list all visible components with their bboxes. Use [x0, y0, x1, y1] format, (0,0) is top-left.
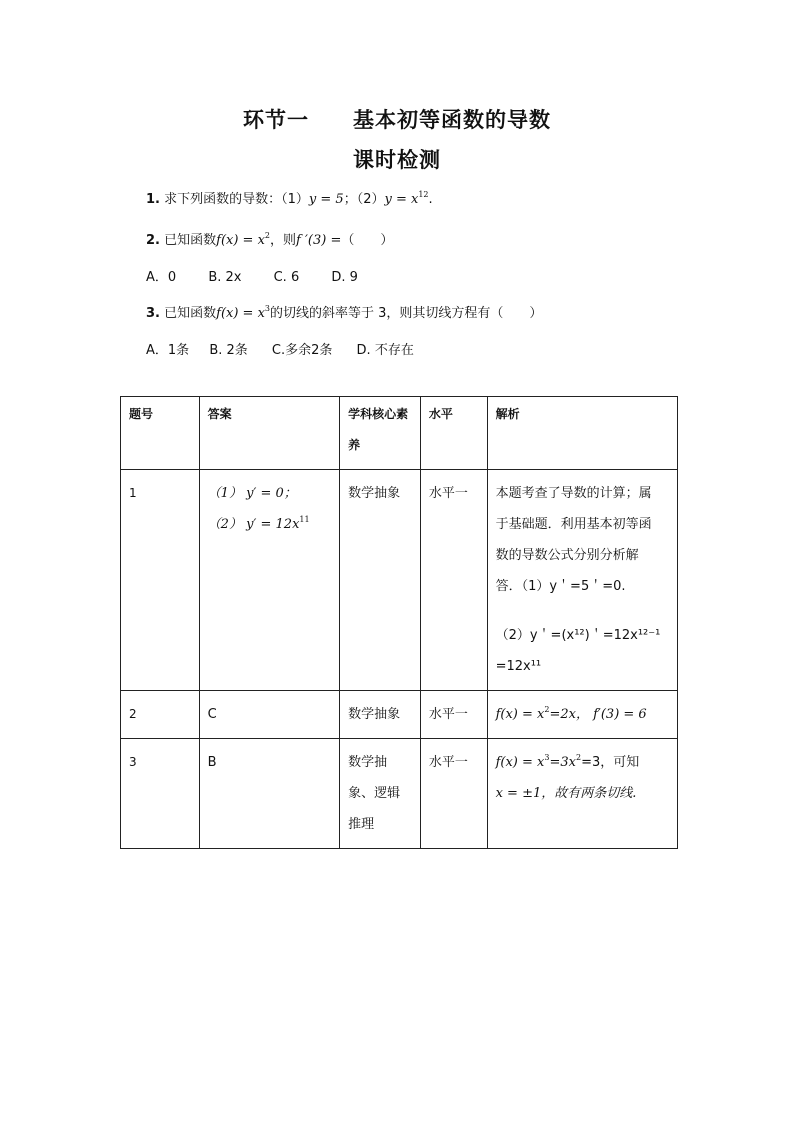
- header-analysis: 解析: [487, 397, 677, 470]
- question-2: [146, 231, 393, 251]
- exponent: 3: [264, 304, 271, 313]
- row-number: 3: [121, 739, 200, 849]
- row-analysis: [487, 739, 677, 849]
- analysis-line: =12x¹¹: [495, 659, 542, 674]
- question-3: [146, 304, 542, 324]
- analysis-line: 本题考查了导数的计算；属: [495, 486, 652, 501]
- exponent: 2: [575, 753, 582, 762]
- table-row: [121, 739, 678, 849]
- formula: y = x: [384, 192, 419, 207]
- formula: f(x) = x: [495, 707, 545, 722]
- exponent: 12: [418, 190, 429, 199]
- option-c: C.多余2条: [271, 343, 333, 358]
- question-text: 已知函数: [164, 306, 217, 321]
- row-level: 水平一: [420, 739, 487, 849]
- question-number: 2.: [146, 233, 160, 248]
- analysis-line: 于基础题．利用基本初等函: [495, 517, 652, 532]
- row-level: 水平一: [420, 691, 487, 739]
- row-core: 数学抽象、逻辑推理: [340, 739, 421, 849]
- exponent: 11: [299, 515, 310, 524]
- analysis-line: 答．（1）y＇=5＇=0.: [495, 579, 626, 594]
- answer-table: [120, 396, 678, 849]
- answer-line: （2） y′ = 12x: [207, 517, 300, 532]
- row-core: 数学抽象: [340, 691, 421, 739]
- header-core: 学科核心素养: [340, 397, 421, 470]
- formula: =3x: [549, 755, 576, 770]
- question-number: 3.: [146, 306, 160, 321]
- row-answer: C: [199, 691, 339, 739]
- period: .: [428, 192, 433, 207]
- table-row: [121, 470, 678, 691]
- question-number: 1.: [146, 192, 160, 207]
- option-d: D. 9: [331, 270, 358, 285]
- option-d: D. 不存在: [356, 343, 414, 358]
- formula: f(x) = x: [495, 755, 545, 770]
- option-c: C. 6: [273, 270, 300, 285]
- options-q3: [146, 341, 414, 361]
- header-level: 水平: [420, 397, 487, 470]
- row-level: 水平一: [420, 470, 487, 691]
- question-text: 求下列函数的导数：（1）: [164, 192, 309, 207]
- analysis-text: =3，可知: [581, 755, 640, 770]
- header-answer: 答案: [199, 397, 339, 470]
- separator: ；（2）: [343, 192, 385, 207]
- exponent: 2: [544, 705, 550, 714]
- answer-line: （1） y′ = 0；: [207, 486, 297, 501]
- page-title: 环节一 基本初等函数的导数: [243, 108, 551, 132]
- table-header-row: [121, 397, 678, 470]
- option-b: B. 2条: [209, 343, 248, 358]
- question-1: [146, 190, 433, 210]
- table-row: [121, 691, 678, 739]
- option-b: B. 2x: [208, 270, 242, 285]
- options-q2: [146, 268, 358, 288]
- row-number: 1: [121, 470, 200, 691]
- row-answer: [199, 470, 339, 691]
- analysis-line: 数的导数公式分别分析解: [495, 548, 639, 563]
- row-number: 2: [121, 691, 200, 739]
- page-subtitle: 课时检测: [353, 148, 441, 172]
- formula: =2x， f′(3) = 6: [549, 707, 647, 722]
- question-text: 的切线的斜率等于 3，则其切线方程有（ ）: [270, 306, 543, 321]
- row-answer: B: [199, 739, 339, 849]
- formula: f(x) = x: [216, 306, 265, 321]
- formula: y = 5: [308, 192, 344, 207]
- question-text: 已知函数: [164, 233, 217, 248]
- analysis-line: x = ±1，故有两条切线.: [495, 786, 637, 801]
- formula: f(x) = x: [216, 233, 265, 248]
- header-number: 题号: [121, 397, 200, 470]
- option-a: A．0: [146, 270, 177, 285]
- row-core: 数学抽象: [340, 470, 421, 691]
- row-analysis: [487, 470, 677, 691]
- option-a: A．1条: [146, 343, 190, 358]
- analysis-line: （2）y＇=(x¹²)＇=12x¹²⁻¹: [495, 628, 661, 643]
- row-analysis: [487, 691, 677, 739]
- exponent: 3: [544, 753, 550, 762]
- formula: f ′(3) =: [296, 233, 342, 248]
- answer-blank: （ ）: [341, 233, 394, 248]
- exponent: 2: [264, 231, 271, 240]
- question-text: ，则: [270, 233, 297, 248]
